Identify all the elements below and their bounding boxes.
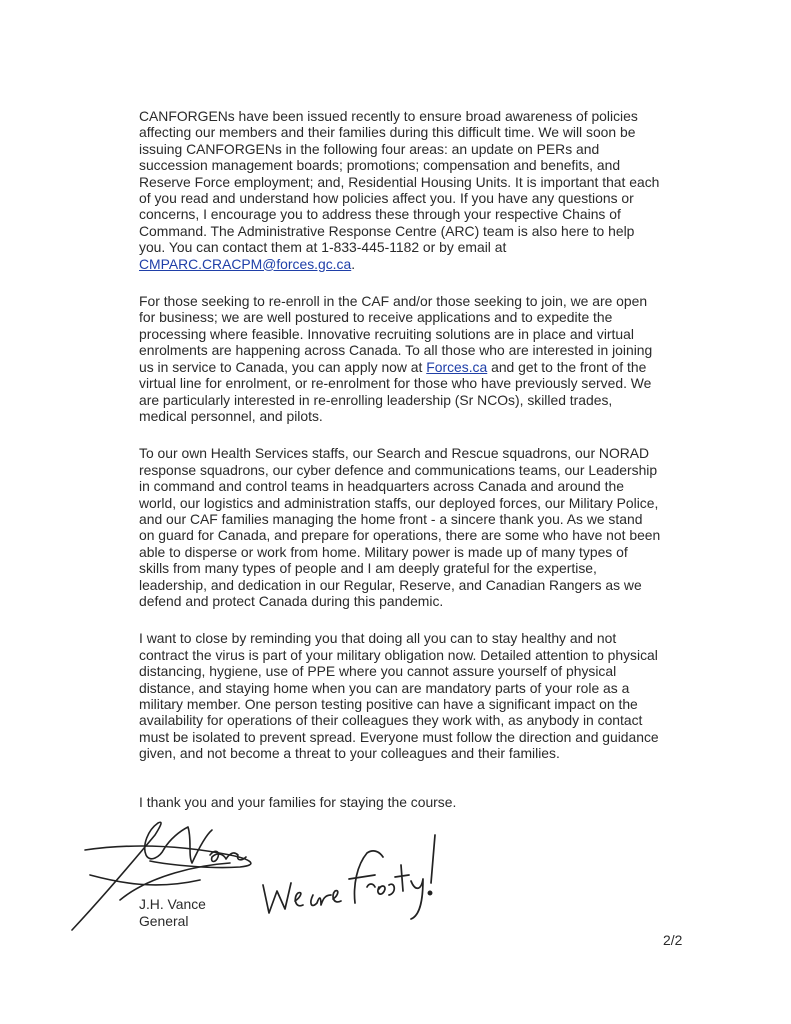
letter-body [139, 108, 699, 783]
email-link[interactable]: CMPARC.CRACPM@forces.gc.ca [139, 255, 352, 272]
text-line [139, 359, 699, 375]
text-line: medical personnel, and pilots. [139, 407, 323, 424]
text-line: enrolments are happening across Canada. To all those who are interested in joining [139, 342, 653, 359]
text-line: for business; we are well postured to receive applications and to expedite the [139, 309, 613, 326]
text-line: issuing CANFORGENs in the following four areas: an update on PERs and [139, 140, 600, 157]
text-line: availability for operations of their colleagues they work with, as anybody in contact [139, 712, 643, 729]
text-line: concerns, I encourage you to address these through your respective Chains of [139, 206, 621, 223]
text-line: are particularly interested in re-enrolling leadership (Sr NCOs), skilled trades, [139, 391, 613, 408]
text-line: distancing, hygiene, use of PPE where you cannot assure yourself of physical [139, 663, 617, 680]
signatory-rank: General [139, 913, 189, 929]
text-line: military member. One person testing positive can have a significant impact on the [139, 696, 638, 712]
paragraph-canforgens [139, 108, 699, 272]
text-line [139, 256, 699, 272]
signatory-name: J.H. Vance [139, 896, 206, 912]
text-line: of you read and understand how policies affect you. If you have any questions or [139, 190, 634, 207]
paragraph-thanks [139, 445, 699, 609]
text-line: able to disperse or work from home. Military power is made up of many types of [139, 543, 628, 560]
text-fragment: us in service to Canada, you can apply now at [139, 358, 427, 375]
text-line: I want to close by reminding you that doing all you can to stay healthy and not [139, 630, 617, 647]
closing-line: I thank you and your families for staying the course. [139, 794, 457, 810]
text-line: skills from many types of people and I am deeply grateful for the expertise, [139, 560, 597, 577]
text-line: Command. The Administrative Response Centre (ARC) team is also here to help [139, 222, 635, 239]
paragraph-recruiting [139, 293, 699, 424]
text-line: contract the virus is part of your military obligation now. Detailed attention to physical [139, 646, 658, 663]
forces-ca-link[interactable]: Forces.ca [426, 358, 488, 375]
text-line: given, and not become a threat to your colleagues and their families. [139, 745, 560, 762]
text-line: leadership, and dedication in our Regular, Reserve, and Canadian Rangers as we [139, 576, 642, 593]
text-line: and our CAF families managing the home front - a sincere thank you. As we stand [139, 510, 643, 527]
text-fragment: . [351, 255, 356, 272]
text-line: in command and control teams in headquarters across Canada and around the [139, 478, 624, 495]
text-line: Reserve Force employment; and, Residential Housing Units. It is important that each [139, 173, 660, 190]
text-line: response squadrons, our cyber defence and communications teams, our Leadership [139, 461, 658, 478]
text-line: To our own Health Services staffs, our Search and Rescue squadrons, our NORAD [139, 445, 650, 462]
text-line: CANFORGENs have been issued recently to ensure broad awareness of policies [139, 108, 638, 124]
text-line: For those seeking to re-enroll in the CAF and/or those seeking to join, we are open [139, 293, 648, 310]
text-line: world, our logistics and administration staffs, our deployed forces, our Military Police, [139, 494, 659, 511]
text-fragment: and get to the front of the [487, 358, 647, 375]
text-line: on guard for Canada, and prepare for operations, there are some who have not been [139, 527, 661, 544]
text-line: virtual line for enrolment, or re-enrolment for those who have previously served. We [139, 375, 652, 392]
handwritten-note-image [255, 825, 445, 925]
paragraph-health [139, 630, 699, 761]
page-number: 2/2 [663, 932, 683, 948]
text-line: distance, and staying home when you can are mandatory parts of your role as a [139, 679, 630, 696]
text-line: you. You can contact them at 1-833-445-1182 or by email at [139, 239, 507, 256]
text-line: succession management boards; promotions; compensation and benefits, and [139, 157, 621, 174]
text-line: processing where feasible. Innovative recruiting solutions are in place and virtual [139, 325, 634, 342]
text-line: must be isolated to prevent spread. Everyone must follow the direction and guidance [139, 728, 659, 745]
text-line: affecting our members and their families during this difficult time. We will soon be [139, 124, 636, 141]
text-line: defend and protect Canada during this pandemic. [139, 592, 444, 609]
